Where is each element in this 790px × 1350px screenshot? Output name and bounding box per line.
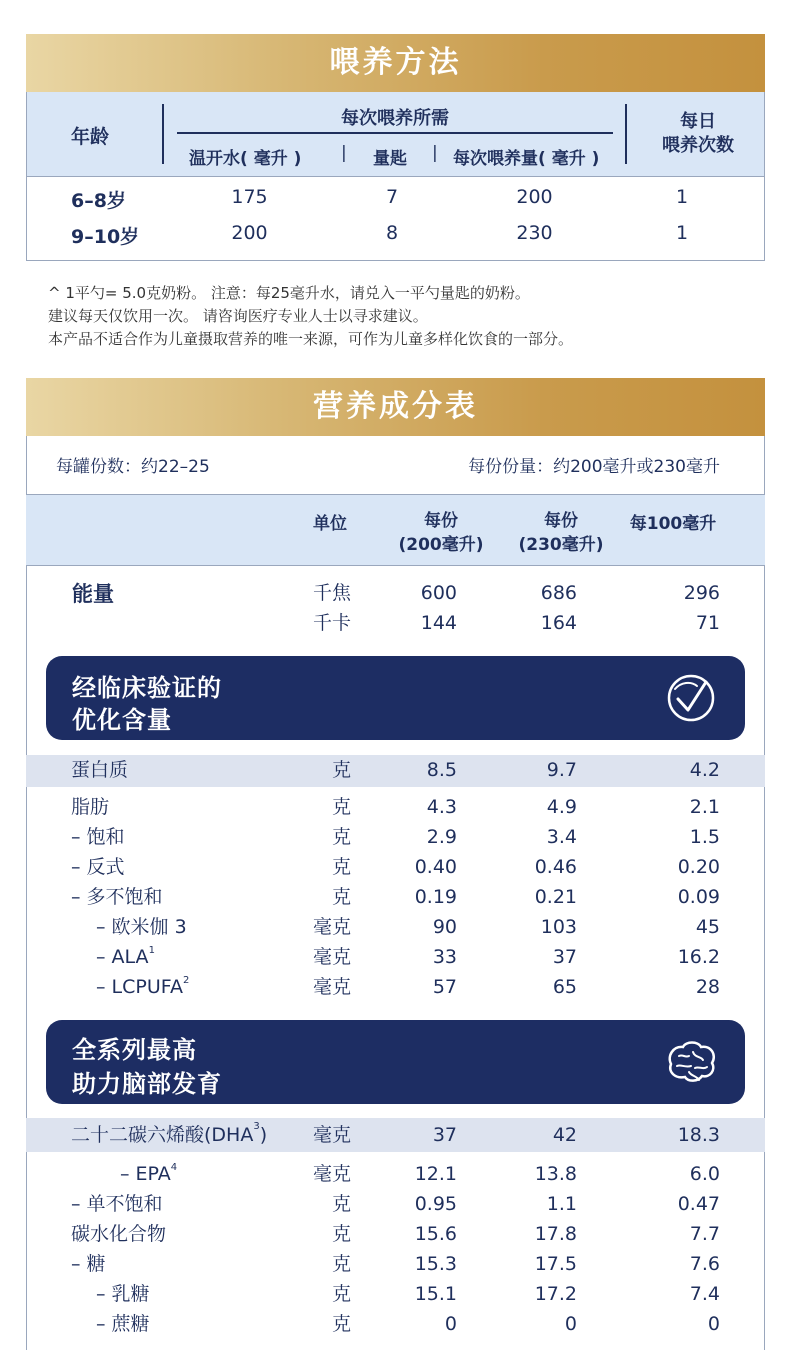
per-serving-label: 每份 <box>424 511 458 531</box>
divider <box>27 176 764 177</box>
table-row <box>26 912 765 942</box>
energy-kcal-row <box>26 608 765 638</box>
value-200-cell: 144 <box>420 612 457 634</box>
note-line: 建议每天仅饮用一次。 请咨询医疗专业人士以寻求建议。 <box>48 307 428 325</box>
times-cell: 1 <box>675 186 689 208</box>
banner-line: 优化含量 <box>72 706 172 734</box>
brain-development-banner <box>46 1020 745 1104</box>
water-header: 温开水( 毫升 ) <box>189 149 302 169</box>
unit-cell: 毫克 <box>312 976 351 998</box>
table-row <box>26 1249 765 1279</box>
table-row <box>26 1118 765 1152</box>
divider <box>162 104 164 164</box>
nutrient-name: – 欧米伽 3 <box>96 916 187 938</box>
table-row <box>26 1159 765 1189</box>
age-cell: 9–10岁 <box>71 226 140 248</box>
unit-cell: 克 <box>331 759 351 781</box>
nutrient-name: 碳水化合物 <box>71 1223 167 1245</box>
value-230-cell: 4.9 <box>546 796 577 818</box>
unit-cell: 毫克 <box>312 1124 351 1146</box>
value-100-cell: 18.3 <box>677 1124 720 1146</box>
nutrition-title: 营养成分表 <box>26 378 765 436</box>
value-200-cell: 0 <box>444 1313 457 1335</box>
nutrient-name: 蛋白质 <box>71 759 129 781</box>
nutrient-name: – 单不饱和 <box>71 1193 163 1215</box>
value-200-cell: 90 <box>432 916 457 938</box>
table-row <box>26 942 765 972</box>
volume-label: (200毫升) <box>398 535 484 555</box>
value-230-cell: 37 <box>552 946 577 968</box>
unit-cell: 克 <box>331 856 351 878</box>
value-200-cell: 33 <box>432 946 457 968</box>
value-100-cell: 6.0 <box>689 1163 720 1185</box>
value-100-cell: 7.6 <box>689 1253 720 1275</box>
value-100-cell: 1.5 <box>689 826 720 848</box>
unit-cell: 毫克 <box>312 916 351 938</box>
scoops-cell: 8 <box>385 222 399 244</box>
unit-cell: 克 <box>331 826 351 848</box>
value-200-cell: 15.1 <box>414 1283 457 1305</box>
value-230-cell: 17.5 <box>534 1253 577 1275</box>
unit-cell: 克 <box>331 1223 351 1245</box>
water-cell: 175 <box>231 186 268 208</box>
nutrient-name <box>71 1118 267 1152</box>
value-100-cell: 0.09 <box>677 886 720 908</box>
scoops-header: 量匙 <box>373 149 407 169</box>
table-row <box>26 1309 765 1339</box>
nutrient-name: – 糖 <box>71 1253 106 1275</box>
per-serving-200-header <box>386 509 496 557</box>
value-230-cell: 164 <box>540 612 577 634</box>
footnote-mark: 2 <box>182 975 190 986</box>
table-row <box>26 972 765 1002</box>
value-200-cell: 4.3 <box>426 796 457 818</box>
unit-header: 单位 <box>313 514 347 534</box>
check-badge-icon <box>661 668 721 728</box>
age-header: 年龄 <box>71 126 110 148</box>
value-230-cell: 686 <box>540 582 577 604</box>
value-200-cell: 600 <box>420 582 457 604</box>
servings-per-can: 每罐份数：约22–25 <box>56 457 210 477</box>
nutrient-name: – 反式 <box>71 856 125 878</box>
nutrient-label-close: ) <box>259 1124 268 1146</box>
nutrient-name <box>120 1159 177 1189</box>
feeding-title: 喂养方法 <box>26 34 765 92</box>
scoops-cell: 7 <box>385 186 399 208</box>
unit-cell: 克 <box>331 796 351 818</box>
value-100-cell: 2.1 <box>689 796 720 818</box>
banner-line: 助力脑部发育 <box>72 1070 222 1098</box>
feeding-body <box>26 176 765 261</box>
age-cell: 6–8岁 <box>71 190 126 212</box>
nutrient-label: – EPA <box>120 1163 171 1185</box>
value-200-cell: 0.95 <box>414 1193 457 1215</box>
value-200-cell: 15.6 <box>414 1223 457 1245</box>
daily-times-header <box>637 110 759 158</box>
unit-cell: 克 <box>331 1313 351 1335</box>
brain-icon <box>661 1032 721 1092</box>
unit-cell: 千卡 <box>312 612 351 634</box>
per-100ml-header: 每100毫升 <box>629 514 717 534</box>
value-200-cell: 57 <box>432 976 457 998</box>
unit-cell: 克 <box>331 1253 351 1275</box>
value-230-cell: 9.7 <box>546 759 577 781</box>
value-100-cell: 296 <box>683 582 720 604</box>
nutrient-name <box>96 942 155 972</box>
note-line: 本产品不适合作为儿童摄取营养的唯一来源，可作为儿童多样化饮食的一部分。 <box>48 330 574 348</box>
separator: | <box>341 143 347 163</box>
nutrition-header <box>26 494 765 566</box>
nutrient-name: 脂肪 <box>71 796 110 818</box>
value-200-cell: 8.5 <box>426 759 457 781</box>
value-200-cell: 0.19 <box>414 886 457 908</box>
value-230-cell: 1.1 <box>546 1193 577 1215</box>
value-200-cell: 37 <box>432 1124 457 1146</box>
volume-label: (230毫升) <box>518 535 604 555</box>
footnote-mark: 1 <box>148 945 155 956</box>
nutrient-label: – LCPUFA <box>96 976 183 998</box>
nutrient-label: 二十二碳六烯酸(DHA <box>71 1124 254 1146</box>
note-line: ^ 1平勺= 5.0克奶粉。 注意：每25毫升水，请兑入一平勺量匙的奶粉。 <box>48 284 530 302</box>
unit-cell: 毫克 <box>312 946 351 968</box>
value-100-cell: 45 <box>695 916 720 938</box>
footnote-mark: 4 <box>170 1162 178 1173</box>
times-label: 喂养次数 <box>662 135 734 156</box>
table-row <box>26 792 765 822</box>
per-serving-230-header <box>506 509 616 557</box>
table-row <box>26 755 765 787</box>
nutrient-name: – 乳糖 <box>96 1283 150 1305</box>
divider <box>625 104 627 164</box>
divider <box>177 132 613 134</box>
amount-cell: 200 <box>516 186 553 208</box>
separator: | <box>432 143 438 163</box>
table-row <box>26 1189 765 1219</box>
daily-label: 每日 <box>680 111 716 132</box>
value-230-cell: 0.46 <box>534 856 577 878</box>
serving-size: 每份份量：约200毫升或230毫升 <box>468 457 720 477</box>
value-100-cell: 7.4 <box>689 1283 720 1305</box>
value-100-cell: 0.20 <box>677 856 720 878</box>
banner-line: 全系列最高 <box>72 1036 197 1064</box>
value-230-cell: 103 <box>540 916 577 938</box>
per-serving-label: 每份 <box>544 511 578 531</box>
value-230-cell: 42 <box>552 1124 577 1146</box>
per-feed-header: 每次喂养所需 <box>341 108 449 129</box>
clinically-proven-banner <box>46 656 745 740</box>
value-100-cell: 0 <box>707 1313 720 1335</box>
value-230-cell: 0.21 <box>534 886 577 908</box>
unit-cell: 毫克 <box>312 1163 351 1185</box>
feeding-header <box>26 92 765 176</box>
table-row <box>26 882 765 912</box>
footnote-mark: 3 <box>253 1121 260 1132</box>
value-100-cell: 16.2 <box>677 946 720 968</box>
unit-cell: 千焦 <box>312 582 351 604</box>
value-230-cell: 13.8 <box>534 1163 577 1185</box>
table-row <box>26 822 765 852</box>
value-230-cell: 0 <box>564 1313 577 1335</box>
table-row <box>26 1279 765 1309</box>
water-cell: 200 <box>231 222 268 244</box>
banner-line: 经临床验证的 <box>72 674 222 702</box>
amount-cell: 230 <box>516 222 553 244</box>
value-100-cell: 4.2 <box>689 759 720 781</box>
value-200-cell: 15.3 <box>414 1253 457 1275</box>
times-cell: 1 <box>675 222 689 244</box>
table-row <box>26 852 765 882</box>
energy-kj-row <box>26 578 765 608</box>
unit-cell: 克 <box>331 886 351 908</box>
value-200-cell: 0.40 <box>414 856 457 878</box>
value-230-cell: 17.2 <box>534 1283 577 1305</box>
nutrient-name: – 多不饱和 <box>71 886 163 908</box>
value-100-cell: 0.47 <box>677 1193 720 1215</box>
value-230-cell: 3.4 <box>546 826 577 848</box>
unit-cell: 克 <box>331 1193 351 1215</box>
unit-cell: 克 <box>331 1283 351 1305</box>
value-100-cell: 28 <box>695 976 720 998</box>
nutrient-label: – ALA <box>96 946 149 968</box>
nutrient-name <box>96 972 189 1002</box>
value-100-cell: 71 <box>695 612 720 634</box>
energy-label: 能量 <box>72 582 114 606</box>
table-row <box>26 1219 765 1249</box>
value-230-cell: 65 <box>552 976 577 998</box>
nutrient-name: – 蔗糖 <box>96 1313 150 1335</box>
value-100-cell: 7.7 <box>689 1223 720 1245</box>
value-200-cell: 12.1 <box>414 1163 457 1185</box>
value-230-cell: 17.8 <box>534 1223 577 1245</box>
amount-header: 每次喂养量( 毫升 ) <box>453 149 600 169</box>
nutrient-name: – 饱和 <box>71 826 125 848</box>
value-200-cell: 2.9 <box>426 826 457 848</box>
